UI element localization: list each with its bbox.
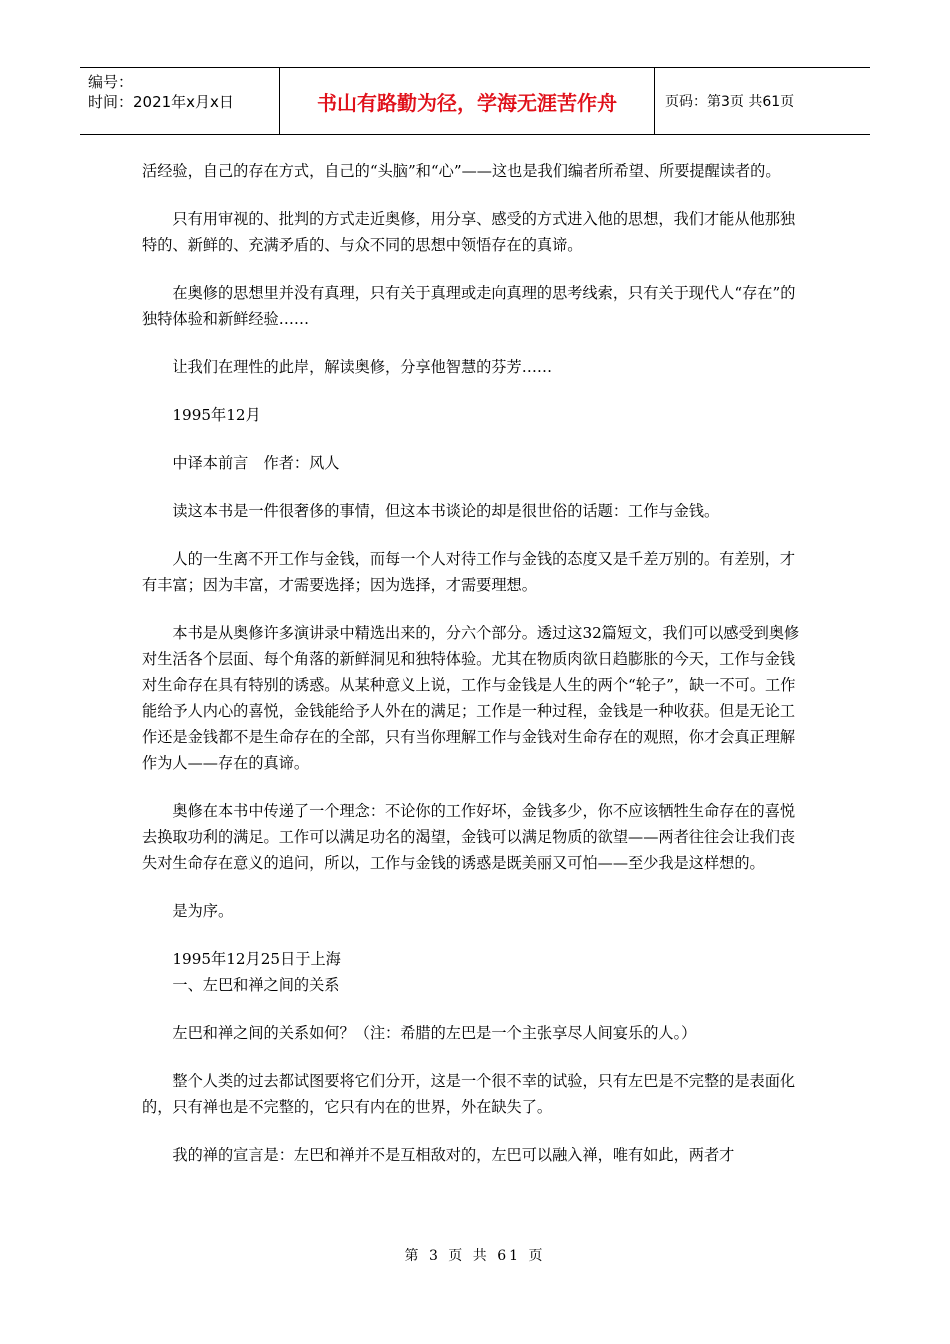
paragraph: 让我们在理性的此岸，解读奥修，分享他智慧的芬芳…… (172, 358, 553, 376)
paragraph: 整个人类的过去都试图要将它们分开，这是一个很不幸的试验，只有左巴是不完整的是表面化的，只有禅也是不完整的，它只有内在的世界，外在缺失了。 (142, 1072, 796, 1116)
page-footer-text: 第 3 页 共 61 页 (404, 1248, 546, 1264)
document-body (142, 158, 810, 1168)
document-date-label: 时间：2021年x月x日 (88, 93, 234, 111)
page-header (80, 67, 870, 135)
paragraph: 只有用审视的、批判的方式走近奥修，用分享、感受的方式进入他的思想，我们才能从他那独特的、新鲜的、充满矛盾的、与众不同的思想中领悟存在的真谛。 (142, 210, 796, 254)
paragraph: 奥修在本书中传递了一个理念：不论你的工作好坏，金钱多少，你不应该牺牲生命存在的喜悦去换取功利的满足。工作可以满足功名的渴望，金钱可以满足物质的欲望——两者往往会让我们丧失对生命存在意义的追问，所以，工作与金钱的诱惑是既美丽又可怕——至少我是这样想的。 (142, 802, 796, 872)
paragraph: 本书是从奥修许多演讲录中精选出来的，分六个部分。透过这32篇短文，我们可以感受到奥修对生活各个层面、每个角落的新鲜洞见和独特体验。尤其在物质肉欲日趋膨胀的今天，工作与金钱对生命存在具有特别的诱惑。从某种意义上说，工作与金钱是人生的两个“轮子”，缺一不可。工作能给予人内心的喜悦，金钱能给予人外在的满足；工作是一种过程，金钱是一种收获。但是无论工作还是金钱都不是生命存在的全部，只有当你理解工作与金钱对生命存在的观照，你才会真正理解作为人——存在的真谛。 (142, 624, 800, 772)
paragraph: 左巴和禅之间的关系如何？（注：希腊的左巴是一个主张享尽人间宴乐的人。） (172, 1024, 697, 1042)
header-meta-cell (80, 68, 280, 134)
paragraph: 人的一生离不开工作与金钱，而每一个人对待工作与金钱的态度又是千差万别的。有差别，才有丰富；因为丰富，才需要选择；因为选择，才需要理想。 (142, 550, 796, 594)
date-line: 1995年12月 (172, 406, 261, 424)
paragraph: 在奥修的思想里并没有真理，只有关于真理或走向真理的思考线索，只有关于现代人“存在”的独特体验和新鲜经验…… (142, 284, 796, 328)
date-line: 1995年12月25日于上海 (172, 950, 341, 968)
header-motto: 书山有路勤为径，学海无涯苦作舟 (280, 68, 655, 134)
chapter-heading: 一、左巴和禅之间的关系 (172, 976, 340, 994)
paragraph: 读这本书是一件很奢侈的事情，但这本书谈论的却是很世俗的话题：工作与金钱。 (172, 502, 720, 520)
paragraph: 活经验，自己的存在方式，自己的“头脑”和“心”——这也是我们编者所希望、所要提醒读者的。 (142, 162, 781, 180)
section-heading: 中译本前言 作者：风人 (172, 454, 340, 472)
paragraph: 是为序。 (172, 902, 234, 920)
paragraph: 我的禅的宣言是：左巴和禅并不是互相敌对的，左巴可以融入禅，唯有如此，两者才 (172, 1146, 735, 1164)
document-number-label: 编号： (88, 73, 134, 91)
header-page-code: 页码：第3页 共61页 (665, 94, 795, 110)
page-footer (0, 1245, 950, 1265)
